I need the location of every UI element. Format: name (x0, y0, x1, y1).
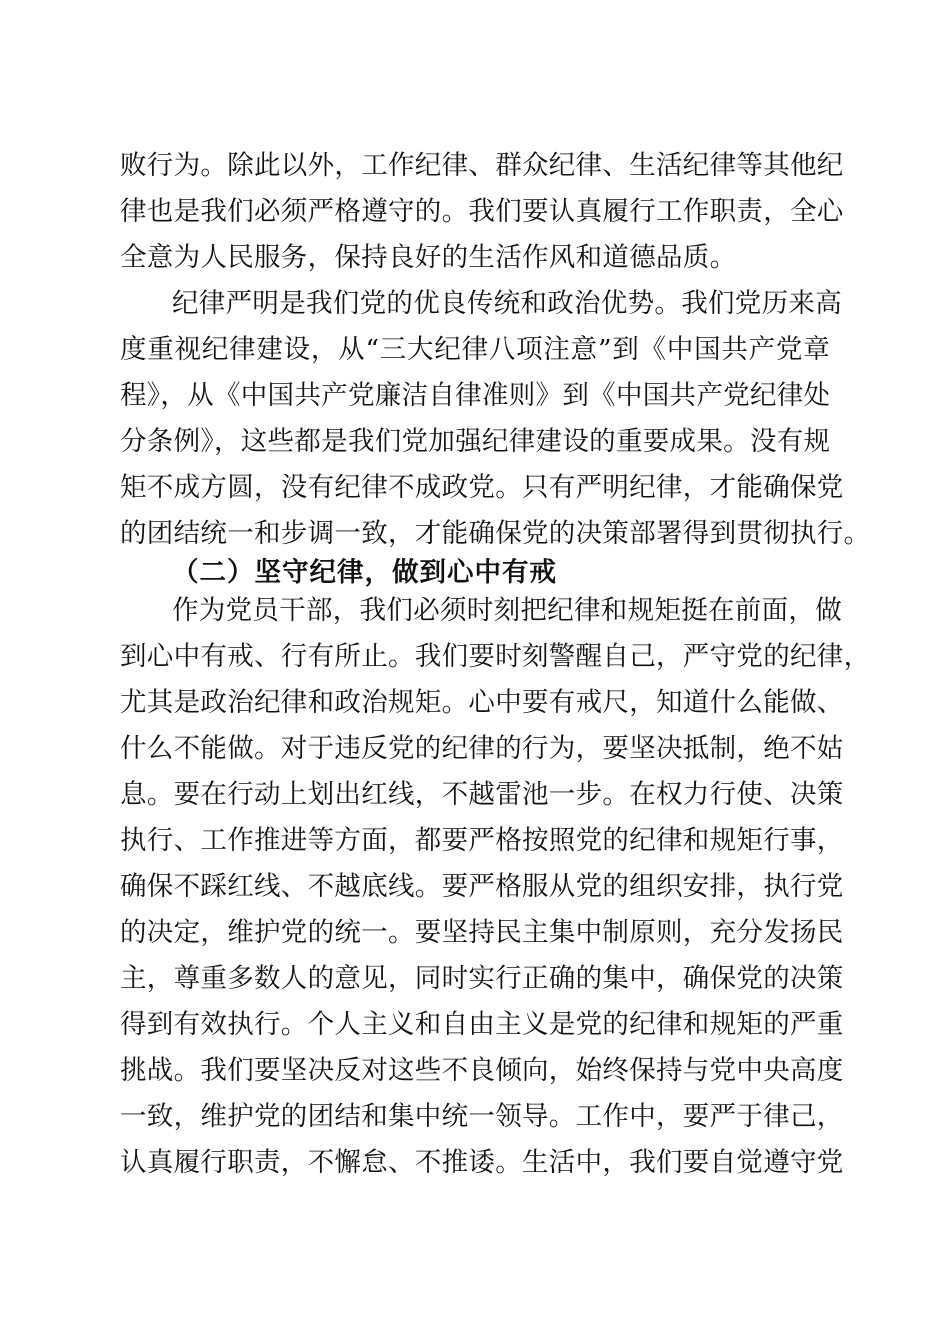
text-line: 程》，从《中国共产党廉洁自律准则》到《中国共产党纪律处 (120, 380, 831, 411)
text-line: 息。要在行动上划出红线，不越雷池一步。在权力行使、决策 (120, 779, 844, 810)
text-line: 律也是我们必须严格遵守的。我们要认真履行工作职责，全心 (120, 196, 844, 227)
text-line: 作为党员干部，我们必须时刻把纪律和规矩挺在前面，做 (172, 595, 842, 626)
text-line: 分条例》，这些都是我们党加强纪律建设的重要成果。没有规 (120, 426, 831, 457)
text-line: 确保不踩红线、不越底线。要严格服从党的组织安排，执行党 (120, 871, 844, 902)
text-line: 得到有效执行。个人主义和自由主义是党的纪律和规矩的严重 (120, 1009, 844, 1040)
text-line: 执行、工作推进等方面，都要严格按照党的纪律和规矩行事， (120, 825, 844, 856)
text-line: 尤其是政治纪律和政治规矩。心中要有戒尺，知道什么能做、 (120, 687, 844, 718)
text-line: 度重视纪律建设，从“三大纪律八项注意”到《中国共产党章 (120, 334, 830, 365)
text-line: 的决定，维护党的统一。要坚持民主集中制原则，充分发扬民 (120, 917, 844, 948)
text-line: 认真履行职责，不懈怠、不推诿。生活中，我们要自觉遵守党 (120, 1147, 844, 1178)
text-line: 主，尊重多数人的意见，同时实行正确的集中，确保党的决策 (120, 963, 844, 994)
text-line: 一致，维护党的团结和集中统一领导。工作中，要严于律己， (120, 1101, 844, 1132)
text-line: 矩不成方圆，没有纪律不成政党。只有严明纪律，才能确保党 (120, 472, 844, 503)
section-heading: （二）坚守纪律，做到心中有戒 (172, 557, 557, 588)
text-line: 的团结统一和步调一致，才能确保党的决策部署得到贯彻执行。 (120, 518, 871, 549)
text-line: 什么不能做。对于违反党的纪律的行为，要坚决抵制，绝不姑 (120, 733, 844, 764)
text-line: 败行为。除此以外，工作纪律、群众纪律、生活纪律等其他纪 (120, 150, 844, 181)
text-line: 全意为人民服务，保持良好的生活作风和道德品质。 (120, 242, 737, 273)
text-line: 挑战。我们要坚决反对这些不良倾向，始终保持与党中央高度 (120, 1055, 844, 1086)
text-line: 纪律严明是我们党的优良传统和政治优势。我们党历来高 (172, 288, 842, 319)
text-line: 到心中有戒、行有所止。我们要时刻警醒自己，严守党的纪律， (120, 641, 871, 672)
